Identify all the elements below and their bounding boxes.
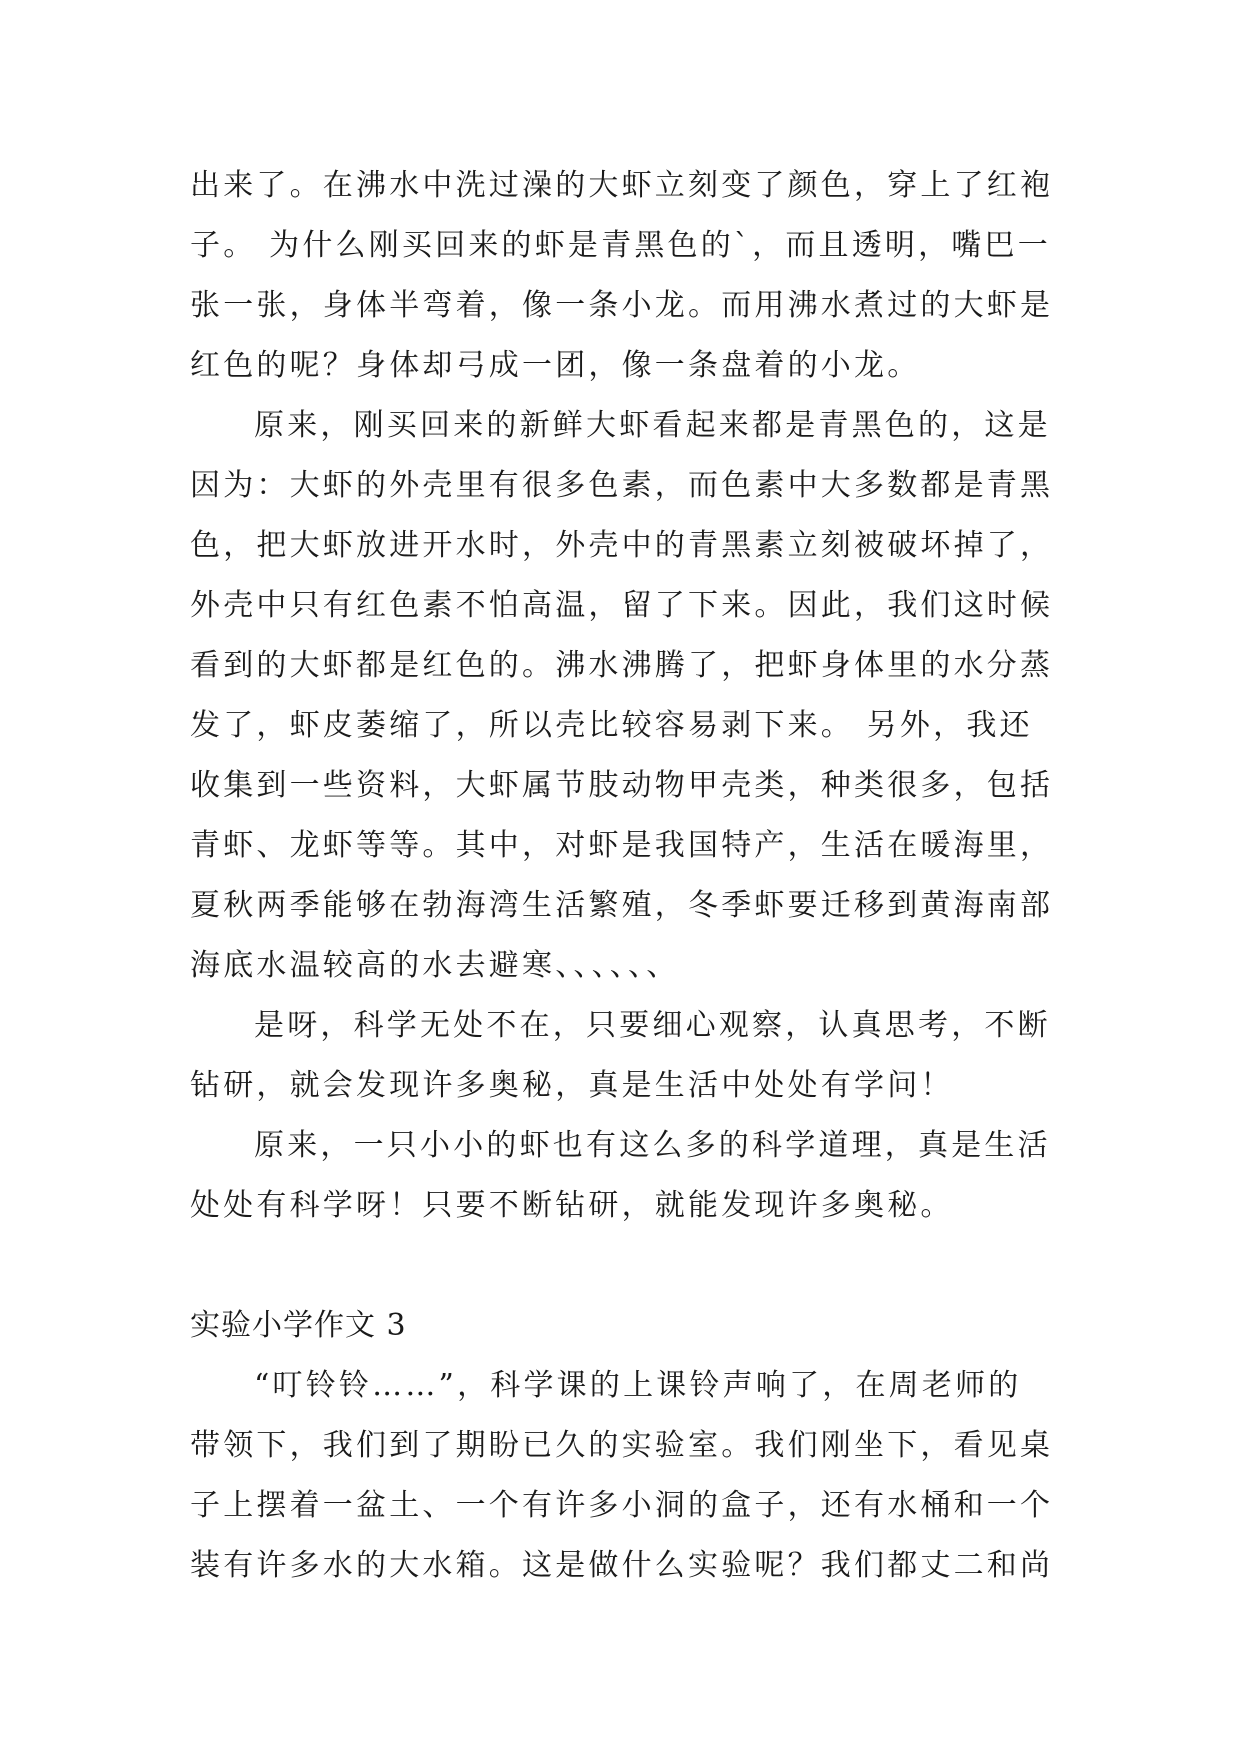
text-line: 装有许多水的大水箱。这是做什么实验呢？我们都丈二和尚 [190, 1548, 1054, 1583]
paragraph [190, 996, 1052, 1116]
text-line: 海底水温较高的水去避寒、、、、、、 [190, 948, 680, 983]
paragraph-spacer [190, 1236, 1052, 1296]
text-line: 处处有科学呀！只要不断钻研，就能发现许多奥秘。 [190, 1188, 954, 1223]
text-line: 张一张，身体半弯着，像一条小龙。而用沸水煮过的大虾是 [190, 288, 1054, 323]
text-line: 外壳中只有红色素不怕高温，留了下来。因此，我们这时候 [190, 588, 1054, 623]
text-line: 带领下，我们到了期盼已久的实验室。我们刚坐下，看见桌 [190, 1428, 1054, 1463]
text-line: 青虾、龙虾等等。其中，对虾是我国特产，生活在暖海里， [190, 828, 1054, 863]
text-line: 色，把大虾放进开水时，外壳中的青黑素立刻被破坏掉了， [190, 528, 1054, 563]
text-line: 原来，刚买回来的新鲜大虾看起来都是青黑色的，这是 [254, 408, 1051, 443]
paragraph [190, 1116, 1052, 1236]
text-line: 看到的大虾都是红色的。沸水沸腾了，把虾身体里的水分蒸 [190, 648, 1054, 683]
text-line: 夏秋两季能够在勃海湾生活繁殖，冬季虾要迁移到黄海南部 [190, 888, 1054, 923]
text-line: 收集到一些资料，大虾属节肢动物甲壳类，种类很多，包括 [190, 768, 1054, 803]
section-title: 实验小学作文 3 [190, 1308, 407, 1343]
text-line: 红色的呢？身体却弓成一团，像一条盘着的小龙。 [190, 348, 921, 383]
text-line: “叮铃铃……”，科学课的上课铃声响了，在周老师的 [254, 1368, 1022, 1403]
text-line: 子上摆着一盆土、一个有许多小洞的盒子，还有水桶和一个 [190, 1488, 1054, 1523]
document-body [190, 156, 1052, 1596]
text-line: 因为：大虾的外壳里有很多色素，而色素中大多数都是青黑 [190, 468, 1054, 503]
text-line: 发了，虾皮萎缩了，所以壳比较容易剥下来。 另外，我还 [190, 708, 1033, 743]
text-line: 是呀，科学无处不在，只要细心观察，认真思考，不断 [254, 1008, 1051, 1043]
text-line: 原来，一只小小的虾也有这么多的科学道理，真是生活 [254, 1128, 1051, 1163]
text-line: 钻研，就会发现许多奥秘，真是生活中处处有学问！ [190, 1068, 954, 1103]
paragraph [190, 156, 1052, 396]
text-line: 子。 为什么刚买回来的虾是青黑色的`，而且透明，嘴巴一 [190, 228, 1051, 263]
text-line: 出来了。在沸水中洗过澡的大虾立刻变了颜色，穿上了红袍 [190, 168, 1054, 203]
paragraph [190, 396, 1052, 996]
paragraph [190, 1356, 1052, 1596]
